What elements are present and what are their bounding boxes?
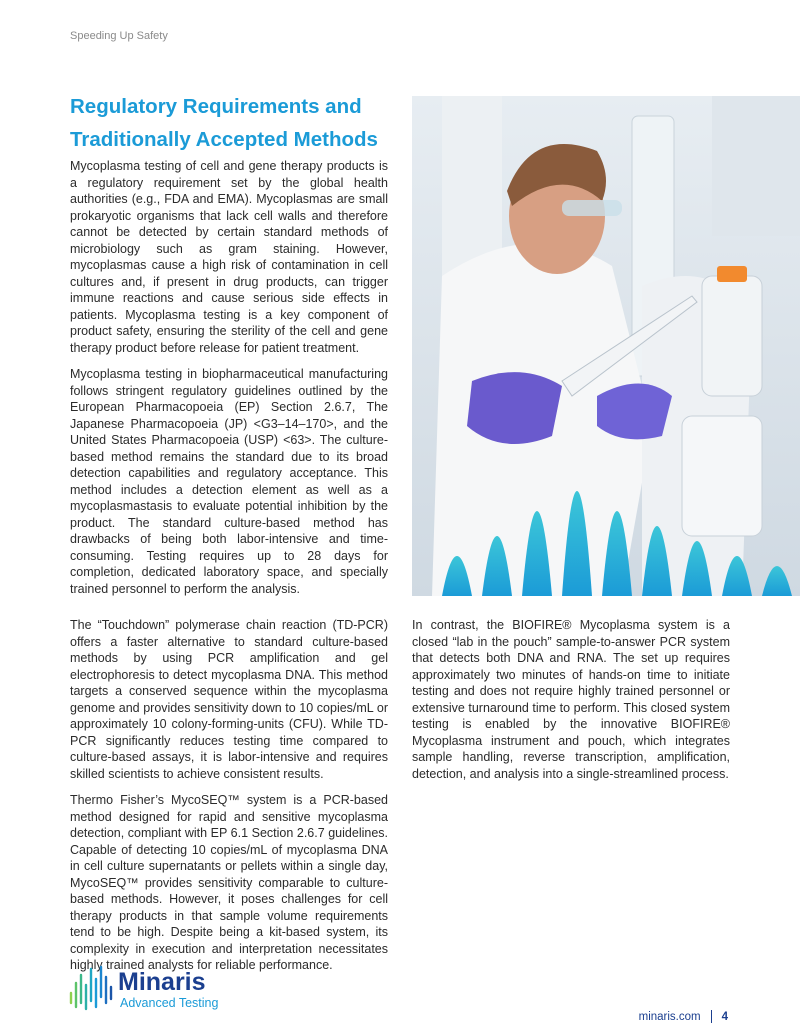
text-column-left-top (70, 158, 388, 607)
text-column-left-bottom (70, 617, 388, 984)
page-number: 4 (721, 1010, 728, 1023)
footer-divider (711, 1010, 712, 1023)
website-link[interactable]: minaris.com (638, 1010, 701, 1023)
paragraph-regulatory-requirement: Mycoplasma testing of cell and gene therapy products is a regulatory requirement set by the global health authorities (e.g., FDA and EMA). Mycoplasmas are small prokaryotic organisms that lack cell walls and therefore cannot be detected by certain standard methods of microbiology such as gram staining. However, mycoplasmas cause a high risk of contamination in cell cultures and, if present in drug products, can trigger immune reactions and cause serious side effects in patients. Mycoplasma testing is a key component of product safety, ensuring the sterility of the cell and gene therapy product before release for patient treatment. (70, 159, 388, 355)
text-column-right (412, 617, 730, 792)
lab-scientist-photo (412, 96, 800, 596)
paragraph-biofire: In contrast, the BIOFIRE® Mycoplasma system is a closed “lab in the pouch” sample-to-answer PCR system that detects both DNA and RNA. The set up requires approximately two minutes of hands-on time to initiate testing and does not require highly trained personnel or extensive turnaround time to perform. This closed system testing is enabled by the innovative BIOFIRE® Mycoplasma instrument and pouch, which integrates sample handling, reverse transcription, amplification, detection, and analysis into a single-streamlined process. (412, 618, 730, 781)
running-header: Speeding Up Safety (70, 30, 168, 42)
brand-name: Minaris (118, 968, 206, 996)
paragraph-mycoseq: Thermo Fisher’s MycoSEQ™ system is a PCR-based method designed for rapid and sensitive mycoplasma detection, compliant with EP 6.1 Section 2.6.7 guidelines. Capable of detecting 10 copies/mL of mycoplasma DNA in cell culture supernatants or pellets within a single day, MycoSEQ™ provides sensitivity comparable to culture-based methods. However, it poses challenges for cell therapy products in that sample volume requirements tend to be high. Despite being a kit-based system, its complexity in execution and interpretation necessitates highly trained analysts for reliable performance. (70, 793, 388, 972)
paragraph-pharmacopoeia-guidelines: Mycoplasma testing in biopharmaceutical manufacturing follows stringent regulatory guidelines outlined by the European Pharmacopoeia (EP) Section 2.6.7, The Japanese Pharmacopoeia (JP) <G3–14–170>, and the United States Pharmacopoeia (USP) <63>. The culture-based method remains the standard due to its broad detection capabilities and regulatory acceptance. This method includes a detection element as well as a mycoplasmastasis to evaluate potential inhibition by the product. The standard culture-based method has drawbacks of being both labor-intensive and time-consuming. Testing requires up to 28 days for completion, dedicated laboratory space, and specially trained personnel to perform the analysis. (70, 367, 388, 596)
waveform-logo-icon (68, 963, 118, 1011)
page-footer (639, 1010, 728, 1023)
paragraph-td-pcr: The “Touchdown” polymerase chain reaction (TD-PCR) offers a faster alternative to standard culture-based methods by using PCR amplification and gel electrophoresis to detect mycoplasma DNA. This method targets a conserved sequence within the mycoplasma genome and provides sensitivity down to 10 copies/mL or approximately 10 colony-forming-units (CFU). While TD-PCR significantly reduces testing time compared to culture-based assays, it is labor-intensive and requires skilled scientists to achieve consistent results. (70, 618, 388, 781)
section-title: Regulatory Requirements and Traditionally Accepted Methods (70, 95, 378, 151)
brand-tagline: Advanced Testing (120, 996, 219, 1010)
